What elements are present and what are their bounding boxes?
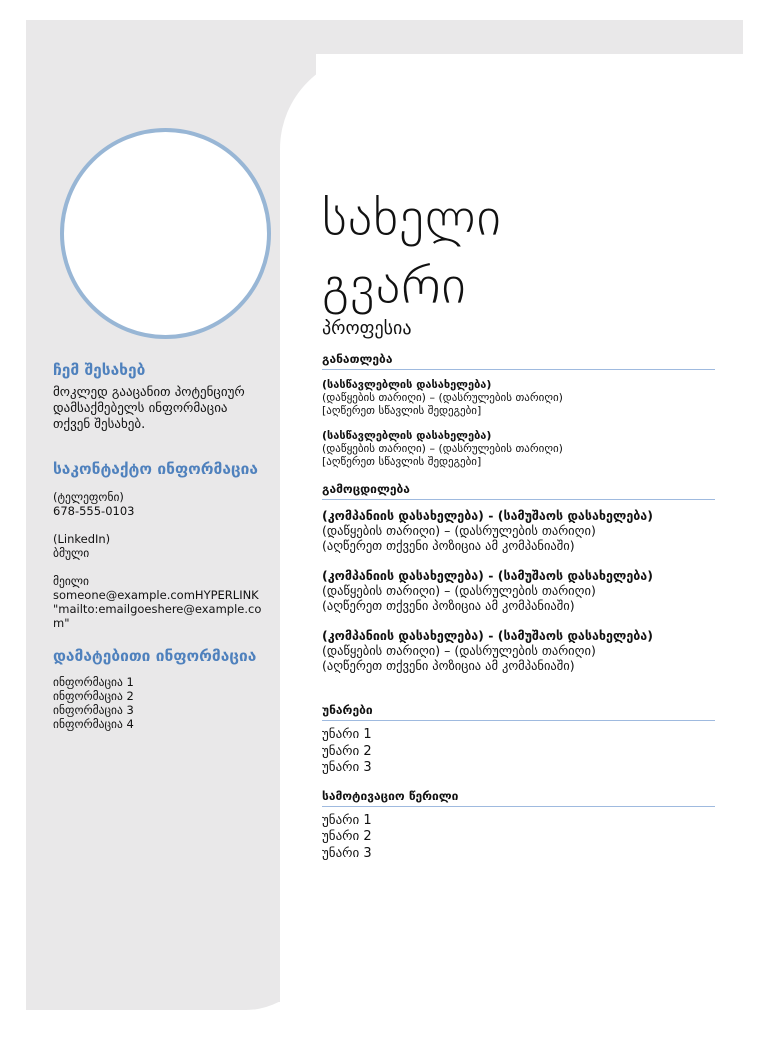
experience-section [322,482,715,673]
job-dates: (დაწყების თარიღი) – (დასრულების თარიღი) [322,523,596,538]
job-desc: (აღწერეთ თქვენი პოზიცია ამ კომპანიაში) [322,538,575,553]
skill-item: უნარი 1 [322,727,372,742]
linkedin-link[interactable]: ბმული [53,546,90,560]
school-desc: [აღწერეთ სწავლის შედეგები] [322,404,482,417]
about-heading: ჩემ შესახებ [53,361,146,379]
profile-photo-placeholder[interactable] [60,128,271,339]
contact-heading: საკონტაქტო ინფორმაცია [53,460,258,478]
school-dates: (დაწყების თარიღი) – (დასრულების თარიღი) [322,391,563,404]
motivation-item: უნარი 2 [322,829,372,844]
additional-item: ინფორმაცია 4 [53,717,134,731]
motivation-heading: სამოტივაციო წერილი [322,789,715,807]
sidebar [53,360,268,731]
experience-entry [322,508,715,553]
motivation-item: უნარი 1 [322,812,372,828]
school-name: (სასწავლებლის დასახელება) [322,378,492,391]
skill-item: უნარი 2 [322,743,372,759]
linkedin-label: (LinkedIn) [53,532,111,546]
profession: პროფესია [322,318,412,339]
education-entry [322,429,715,468]
school-name: (სასწავლებლის დასახელება) [322,429,492,442]
main-content [322,180,715,862]
education-heading: განათლება [322,352,715,370]
name-block [322,180,715,324]
skills-heading: უნარები [322,703,715,721]
additional-item: ინფორმაცია 3 [53,703,134,717]
job-title: (კომპანიის დასახელება) - (სამუშაოს დასახელება) [322,568,653,583]
additional-section [53,646,268,731]
school-dates: (დაწყების თარიღი) – (დასრულების თარიღი) [322,442,563,455]
email-link[interactable]: someone@example.comHYPERLINK "mailto:emailgoeshere@example.com" [53,588,262,630]
additional-heading: დამატებითი ინფორმაცია [53,647,257,665]
skill-item: უნარი 3 [322,760,372,775]
education-section [322,352,715,468]
phone-label: (ტელეფონი) [53,490,124,504]
experience-heading: გამოცდილება [322,482,715,500]
first-name: სახელი [322,188,502,248]
job-desc: (აღწერეთ თქვენი პოზიცია ამ კომპანიაში) [322,658,575,673]
email-label: მეილი [53,574,89,588]
contact-section [53,459,268,630]
job-desc: (აღწერეთ თქვენი პოზიცია ამ კომპანიაში) [322,598,575,613]
phone-value: 678-555-0103 [53,504,135,518]
about-section [53,360,268,433]
job-title: (კომპანიის დასახელება) - (სამუშაოს დასახელება) [322,508,653,523]
additional-item: ინფორმაცია 1 [53,675,134,689]
motivation-section [322,789,715,863]
job-title: (კომპანიის დასახელება) - (სამუშაოს დასახელება) [322,628,653,643]
school-desc: [აღწერეთ სწავლის შედეგები] [322,455,482,468]
education-entry [322,378,715,417]
experience-entry [322,568,715,613]
about-text: მოკლედ გააცანით პოტენციურ დამსაქმებელს ინფორმაცია თქვენ შესახებ. [53,385,245,432]
skills-section [322,703,715,777]
sidebar-curve [26,900,316,1010]
last-name: გვარი [322,256,467,316]
job-dates: (დაწყების თარიღი) – (დასრულების თარიღი) [322,643,596,658]
experience-entry [322,628,715,673]
motivation-item: უნარი 3 [322,845,372,861]
job-dates: (დაწყების თარიღი) – (დასრულების თარიღი) [322,583,596,598]
additional-item: ინფორმაცია 2 [53,689,134,703]
